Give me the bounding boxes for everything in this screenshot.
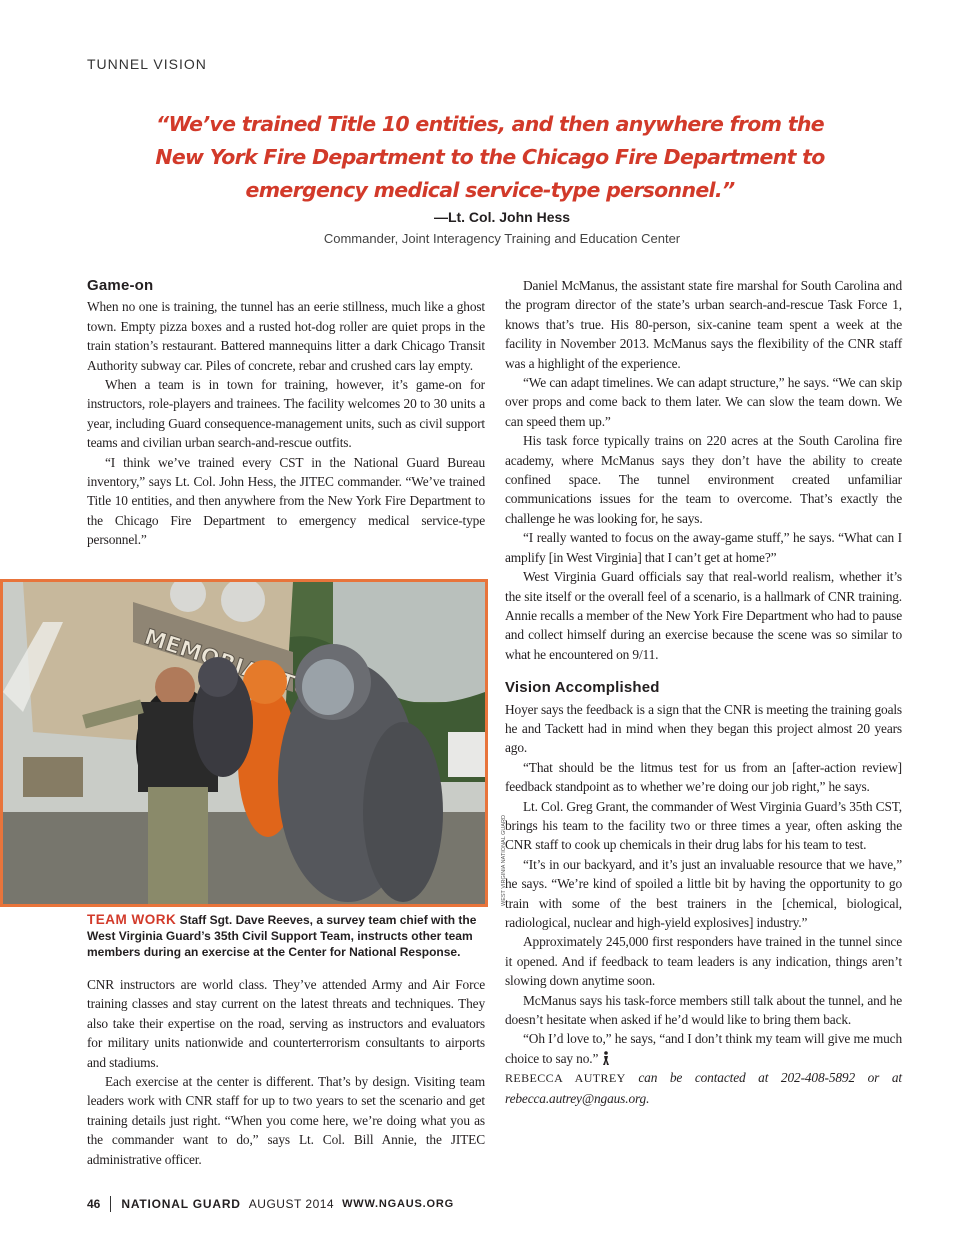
end-mark-icon <box>602 1051 610 1065</box>
section-heading: Vision Accomplished <box>505 679 660 697</box>
paragraph: “Oh I’d love to,” he says, “and I don’t think my team will give me much choice to say no.” <box>505 1031 902 1066</box>
author-contact: can be contacted at 202-408-5892 or at rebecca.autrey@ngaus.org. <box>505 1070 902 1106</box>
paragraph: Approximately 245,000 first responders have trained in the tunnel since it opened. And if feedback to team leaders is any indication, things aren’t slowing down anytime soon. <box>505 934 902 989</box>
caption-text: Staff Sgt. Dave Reeves, a survey team chief with the West Virginia Guard’s 35th Civil Support Team, instructs other team members during an exercise at the Center for National Response. <box>87 913 477 959</box>
paragraph: Hoyer says the feedback is a sign that the CNR is meeting the training goals he and Tackett had in mind when they began this project almost 20 years ago. <box>505 701 902 756</box>
issue-date: AUGUST 2014 <box>248 1197 335 1211</box>
pull-quote-attribution: —Lt. Col. John Hess <box>433 209 571 225</box>
author-byline <box>505 1068 902 1108</box>
footer-divider <box>110 1196 111 1212</box>
paragraph: West Virginia Guard officials say that real-world realism, whether it’s the site itself or the overall feel of a scenario, is a hallmark of CNR training. Annie recalls a member of the New York Fire Department who had to pause and collect himself during an exercise because the scene was so similar to what he encountered on 9/11. <box>505 569 902 662</box>
page-footer <box>87 1196 454 1212</box>
caption-lead: TEAM WORK <box>87 912 177 927</box>
running-head: TUNNEL VISION <box>87 56 207 72</box>
photo-illustration <box>3 582 485 904</box>
photo-caption <box>87 912 482 960</box>
paragraph: Each exercise at the center is different. That’s by design. Visiting team leaders work with CNR staff for up to two years to set the scenario and get training details just right. “When you come here, we’re doing what you as the commander want to do,” says Lt. Col. Bill Annie, the JITEC administrative officer. <box>87 1074 485 1167</box>
page-number: 46 <box>87 1197 101 1211</box>
paragraph: Lt. Col. Greg Grant, the commander of West Virginia Guard’s 35th CST, brings his team to the facility two or three times a year, often asking the CNR staff to cook up chemicals in their drug labs for his team to test. <box>505 798 902 853</box>
pull-quote-line: “We’ve trained Title 10 entities, and then anywhere from the <box>156 112 824 136</box>
paragraph: “That should be the litmus test for us from an [after-action review] feedback standpoint as to whether we’re doing our job right,” he says. <box>505 759 902 795</box>
pull-quote <box>130 108 850 207</box>
paragraph: “We can adapt timelines. We can adapt structure,” he says. “We can skip over props and come back to them later. We can slow the team down. We can speed them up.” <box>505 375 902 429</box>
left-column-bottom <box>87 975 485 1169</box>
paragraph: McManus says his task-force members still talk about the tunnel, and he doesn’t hesitate when asked if he’d would like to bring them back. <box>505 992 902 1028</box>
photo-credit: WEST VIRGINIA NATIONAL GUARD <box>501 815 507 906</box>
website-link[interactable]: WWW.NGAUS.ORG <box>342 1198 454 1210</box>
paragraph: When a team is in town for training, however, it’s game-on for instructors, role-players and trainees. The facility welcomes 20 to 30 units a year, including Guard consequence-management units, such as civil support teams and civilian urban search-and-rescue outfits. <box>87 377 485 451</box>
paragraph: “I think we’ve trained every CST in the National Guard Bureau inventory,” says Lt. Col. John Hess, the JITEC commander. “We’ve trained Title 10 entities, and then anywhere from the New York Fire Department to the Chicago Fire Department to emergency medical service-type personnel.” <box>87 454 485 548</box>
paragraph: “I really wanted to focus on the away-game stuff,” he says. “What can I amplify [in West Virginia] that I can’t get at home?” <box>505 530 902 565</box>
pull-quote-line: emergency medical service-type personnel.” <box>245 178 735 202</box>
paragraph: CNR instructors are world class. They’ve attended Army and Air Force training classes and stay current on the latest threats and techniques. They also take their expertise on the road, serving as instructors and evaluators for military units nationwide and counterterrorism consultants to airports and stadiums. <box>87 977 485 1070</box>
author-name: REBECCA AUTREY <box>505 1071 626 1086</box>
right-column <box>505 276 902 1108</box>
pull-quote-role: Commander, Joint Interagency Training and Education Center <box>323 231 681 246</box>
pull-quote-line: New York Fire Department to the Chicago Fire Department to <box>155 145 825 169</box>
building-sign: MEMORIAL <box>140 624 276 690</box>
article-photo <box>0 579 488 907</box>
magazine-name: NATIONAL GUARD <box>121 1197 241 1211</box>
paragraph: “It’s in our backyard, and it’s just an invaluable resource that we have,” he says. “We’re kind of spoiled a little bit by having the opportunity to go train with some of the best trainers in the [chemical, biological, radiological, nuclear and high-yield explosives] industry.” <box>505 856 902 930</box>
paragraph: When no one is training, the tunnel has an eerie stillness, much like a ghost town. Empty pizza boxes and a rusted hot-dog roller are quiet props in the train station’s restaurant. Battered mannequins litter a dark Chicago Transit Authority subway car. Piles of concrete, rebar and crushed cars lay empty. <box>87 299 485 373</box>
left-column-top <box>87 276 485 550</box>
paragraph: Daniel McManus, the assistant state fire marshal for South Carolina and the program director of the state’s urban search-and-rescue Task Force 1, knows that’s true. His 80-person, six-canine team spent a week at the facility in November 2013. McManus says the flexibility of the CNR staff was a highlight of the experience. <box>505 278 902 371</box>
section-heading: Game-on <box>87 277 154 294</box>
paragraph: His task force typically trains on 220 acres at the South Carolina fire academy, where McManus says they don’t have the ability to create confined space. The tunnel environment created unfamiliar communications issues for the team to overcome. That’s exactly the challenge he was looking for, he says. <box>505 433 902 526</box>
